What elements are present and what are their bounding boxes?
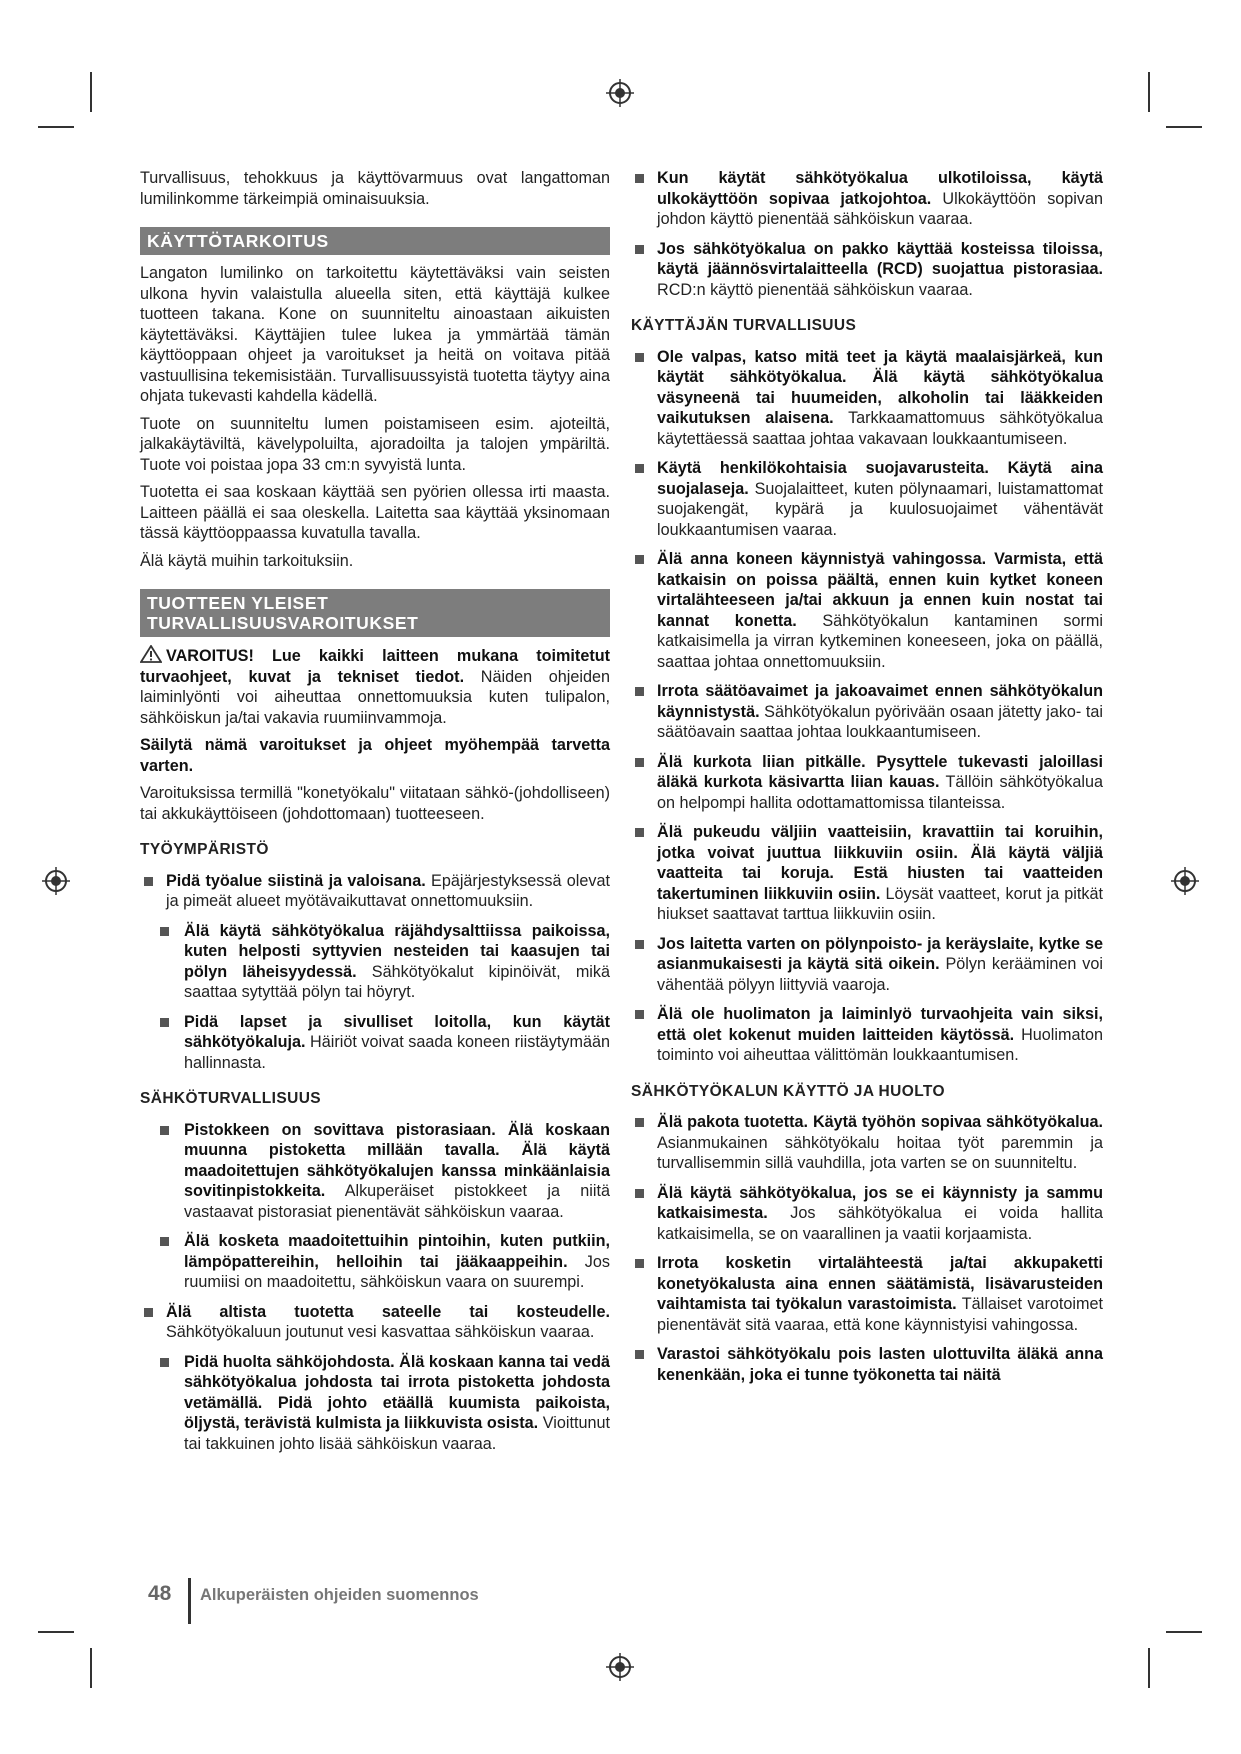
warning-paragraph [140,645,610,728]
list-item [158,1352,610,1455]
item-bold: Älä anna koneen käynnistyä vahingossa. Varmista, että katkaisin on poissa päältä, ennen kuin kytket koneen virtalähteeseen ja/tai akkuun ja ennen kuin nostat tai kannat konetta. [657,550,1103,630]
item-bold: Kun käytät sähkötyökalua ulkotiloissa, käytä ulkokäyttöön sopivaa jatkojohtoa. [657,169,1103,208]
crop-mark [1166,126,1202,128]
bullet-square-icon [160,1358,169,1367]
registration-mark-icon [1170,866,1200,896]
list-item [158,1012,610,1074]
bullet-square-icon [635,1259,644,1268]
bullet-square-icon [635,464,644,473]
bullet-square-icon [635,353,644,362]
subheading-electrical-safety: SÄHKÖTURVALLISUUS [140,1090,322,1107]
footer-divider [188,1578,191,1624]
bullet-square-icon [144,1308,153,1317]
item-text: Pölyn kerääminen voi vähentää pölyyn liittyviä vaaroja. [657,955,1103,994]
crop-mark [90,1648,92,1688]
item-bold: Irrota säätöavaimet ja jakoavaimet ennen sähkötyökalun käynnistystä. [657,682,1103,721]
item-text: Jos ruumiisi on maadoitettu, sähköiskun vaara on suurempi. [184,1252,610,1291]
list-item [631,681,1103,743]
right-column [631,168,1103,1394]
item-text: Tällöin sähkötyökalua on helpompi hallita odottamattomissa tilanteissa. [657,773,1103,812]
item-bold: Älä pukeudu väljiin vaatteisiin, kravattiin tai koruihin, jotka voivat juuttua liikkuviin osiin. Älä käytä väljiä vaatteita tai koruja. Estä hiusten tai vaatteiden takertuminen liikkuviin osiin. [657,823,1103,903]
list-item [631,1112,1103,1174]
item-text: RCD:n käyttö pienentää sähköiskun vaaraa. [657,280,973,299]
left-column [140,168,610,1463]
item-text: Löysät vaatteet, korut ja pitkät hiukset saattavat tarttua liikkuviin osiin. [657,884,1103,923]
crop-mark [1148,1648,1150,1688]
item-bold: Älä käytä sähkötyökalua, jos se ei käynnisty ja sammu katkaisimesta. [657,1183,1103,1222]
list-item [631,1183,1103,1245]
warning-triangle-icon [140,645,162,663]
list-item [158,921,610,1003]
list-item [631,934,1103,996]
list-item [631,168,1103,230]
list-item [158,1120,610,1223]
item-bold: Varastoi sähkötyökalu pois lasten ulottuvilta äläkä anna kenenkään, joka ei tunne työkonetta tai näitä [657,1345,1103,1384]
paragraph: Älä käytä muihin tarkoituksiin. [140,551,354,570]
list-item [631,1004,1103,1066]
paragraph: Tuotetta ei saa koskaan käyttää sen pyörien ollessa irti maasta. Laitteen päällä ei saa oleskella. Laitetta saa käyttää yksinomaan tässä käyttöoppaassa kuvatulla tavalla. [140,483,610,542]
list-item [631,239,1103,301]
heading-line: TUOTTEEN YLEISET [147,593,329,613]
term-paragraph: Varoituksissa termillä "konetyökalu" viitataan sähkö-(johdolliseen) tai akkukäyttöiseen (johdottomaan) tuotteeseen. [140,784,610,823]
list-item [631,1344,1103,1385]
bullet-square-icon [635,687,644,696]
item-bold: Älä altista tuotetta sateelle tai kosteudelle. [166,1302,610,1321]
item-text: Huolimaton toiminto voi aiheuttaa välittömän loukkaantumisen. [657,1025,1103,1064]
warning-text: Näiden ohjeiden laiminlyönti voi aiheuttaa onnettomuuksia kuten tulipalon, sähköiskun ja/tai vakavia ruumiinvammoja. [140,667,610,727]
item-bold: Älä pakota tuotetta. Käytä työhön sopivaa sähkötyökalua. [657,1113,1103,1131]
footer-text: Alkuperäisten ohjeiden suomennos [200,1586,479,1604]
heading-line: TURVALLISUUSVAROITUKSET [147,613,419,633]
crop-mark [38,1631,74,1633]
registration-mark-icon [605,1652,635,1682]
bullet-square-icon [160,1237,169,1246]
list-item [140,871,610,912]
subheading-tool-use-maintenance: SÄHKÖTYÖKALUN KÄYTTÖ JA HUOLTO [631,1082,945,1100]
item-bold: Ole valpas, katso mitä teet ja käytä maalaisjärkeä, kun käytät sähkötyökalua. Älä käytä sähkötyökalua väsyneenä tai huumeiden, alkoholin tai lääkkeiden vaikutuksen alaisena. [657,347,1103,427]
subheading-user-safety: KÄYTTÄJÄN TURVALLISUUS [631,317,857,334]
list-item [631,549,1103,672]
bullet-square-icon [160,1018,169,1027]
paragraph: Tuote on suunniteltu lumen poistamiseen esim. ajoteiltä, jalkakäytäviltä, kävelypoluilta, ajoradoilta ja talojen ympäriltä. Tuote voi poistaa jopa 33 cm:n syvyistä lunta. [140,414,610,474]
item-text: Sähkötyökalut kipinöivät, mikä saattaa sytyttää pölyn tai höyryt. [184,962,610,1001]
item-text: Häiriöt voivat saada koneen riistäytymään hallinnasta. [184,1033,610,1072]
intro-paragraph: Turvallisuus, tehokkuus ja käyttövarmuus ovat langattoman lumilinkomme tärkeimpiä ominaisuuksia. [140,169,610,208]
registration-mark-icon [41,866,71,896]
paragraph: Langaton lumilinko on tarkoitettu käytettäväksi vain seisten ulkona hyvin valaistulla alueella siten, että käyttäjä kulkee tuotteen takana. Kone on suunniteltu ainoastaan aikuisten käytettäväksi. Käyttäjien tulee lukea ja ymmärtää tämän käyttöoppaan ohjeet ja varoitukset ja heitä on voitava pitää vastuullisina tekemisistään. Turvallisuussyistä tuotetta täytyy aina ohjata tukevasti kahdella kädellä. [140,264,610,405]
crop-mark [38,126,74,128]
bullet-square-icon [160,927,169,936]
bullet-square-icon [144,877,153,886]
bullet-square-icon [635,1010,644,1019]
item-bold: Älä kurkota liian pitkälle. Pysyttele tukevasti jaloillasi äläkä kurkota käsivartta liian kauas. [657,752,1103,791]
item-bold: Jos sähkötyökalua on pakko käyttää kosteissa tiloissa, käytä jäännösvirtalaitteella (RCD) suojattua pistorasiaa. [657,239,1103,278]
bullet-square-icon [635,828,644,837]
section-heading-intended-use: KÄYTTÖTARKOITUS [140,227,610,255]
bullet-square-icon [635,1118,644,1127]
bullet-square-icon [635,940,644,949]
item-bold: Älä ole huolimaton ja laiminlyö turvaohjeita vain siksi, että olet kokenut muiden laitteiden käytössä. [657,1005,1103,1044]
item-bold: Älä käytä sähkötyökalua räjähdysalttiissa paikoissa, kuten helposti syttyvien nesteiden tai kaasujen tai pölyn läheisyydessä. [184,921,610,981]
item-text: Tällaiset varotoimet pienentävät sitä vaaraa, että kone käynnistyisi vahingossa. [657,1295,1103,1334]
item-text: Asianmukainen sähkötyökalu hoitaa työt paremmin ja turvallisemmin sillä vauhdilla, jota varten se on suunniteltu. [657,1133,1103,1172]
item-bold: Jos laitetta varten on pölynpoisto- ja keräyslaite, kytke se asianmukaisesti ja käytä sitä oikein. [657,934,1103,973]
page-number: 48 [148,1582,172,1605]
bullet-square-icon [635,758,644,767]
list-item [631,458,1103,540]
item-text: Ulkokäyttöön sopivan johdon käyttö pienentää sähköiskun vaaraa. [657,189,1103,228]
item-text: Jos sähkötyökalua ei voida hallita katkaisimella, se on vaarallinen ja vaatii korjaamista. [657,1204,1103,1243]
bullet-square-icon [635,245,644,254]
item-text: Tarkkaamattomuus sähkötyökalua käytettäessä saattaa johtaa vakavaan loukkaantumiseen. [657,409,1104,448]
bullet-square-icon [160,1126,169,1135]
warning-bold: VAROITUS! Lue kaikki laitteen mukana toimitetut turvaohjeet, kuvat ja tekniset tiedot. [140,647,610,686]
item-bold: Irrota kosketin virtalähteestä ja/tai akkupaketti konetyökalusta aina ennen säätämistä, lisävarusteiden vaihtamista tai työkalun varastoimista. [657,1254,1103,1313]
list-item [631,1253,1103,1335]
crop-mark [1166,1631,1202,1633]
bullet-square-icon [635,555,644,564]
list-item [631,752,1103,814]
registration-mark-icon [605,78,635,108]
item-bold: Käytä henkilökohtaisia suojavarusteita. Käytä aina suojalaseja. [657,459,1103,498]
item-text: Sähkötyökalun pyörivään osaan jätetty jako- tai säätöavain saattaa johtaa loukkaantumiseen. [657,702,1103,741]
list-item [158,1231,610,1293]
list-item [140,1302,610,1343]
section-heading-safety-warnings [140,589,610,637]
bullet-square-icon [635,174,644,183]
item-text: Alkuperäiset pistokkeet ja niitä vastaavat pistorasiat pienentävät sähköiskun vaaraa. [184,1182,610,1221]
item-text: Suojalaitteet, kuten pölynaamari, luistamattomat suojakengät, kypärä ja kuulosuojaimet vähentävät loukkaantumisen vaaraa. [657,479,1103,539]
keep-instructions [140,735,610,776]
list-item [631,347,1103,450]
bullet-square-icon [635,1350,644,1359]
item-bold: Älä kosketa maadoitettuihin pintoihin, kuten putkiin, lämpöpattereihin, helloihin tai jääkaappeihin. [184,1232,610,1271]
crop-mark [1148,72,1150,112]
item-text: Epäjärjestyksessä olevat ja pimeät alueet myötävaikuttavat onnettomuuksiin. [166,871,610,910]
item-bold: Pidä työalue siistinä ja valoisana. [166,871,426,890]
list-item [631,822,1103,925]
subheading-work-area: TYÖYMPÄRISTÖ [140,841,269,858]
item-text: Sähkötyökaluun joutunut vesi kasvattaa sähköiskun vaaraa. [166,1323,595,1341]
item-text: Sähkötyökalun kantaminen sormi katkaisimella ja virran kytkeminen koneeseen, joka on päällä, saattaa johtaa onnettomuuksiin. [657,611,1103,671]
crop-mark [90,72,92,112]
item-bold: Pistokkeen on sovittava pistorasiaan. Älä koskaan muunna pistoketta millään tavalla. Älä käytä maadoitettujen sähkötyökalujen kanssa minkäänlaisia sovitinpistokkeita. [184,1120,610,1200]
item-text: Vioittunut tai takkuinen johto lisää sähköiskun vaaraa. [184,1414,610,1453]
item-bold: Pidä lapset ja sivulliset loitolla, kun käytät sähkötyökaluja. [184,1012,610,1051]
bullet-square-icon [635,1189,644,1198]
keep-bold: Säilytä nämä varoitukset ja ohjeet myöhempää tarvetta varten. [140,736,610,775]
item-bold: Pidä huolta sähköjohdosta. Älä koskaan kanna tai vedä sähkötyökalua johdosta tai irrota pistoketta johdosta vetämällä. Pidä johto etäällä kuumista paikoista, öljystä, terävistä kulmista ja liikkuvista osista. [184,1352,610,1432]
